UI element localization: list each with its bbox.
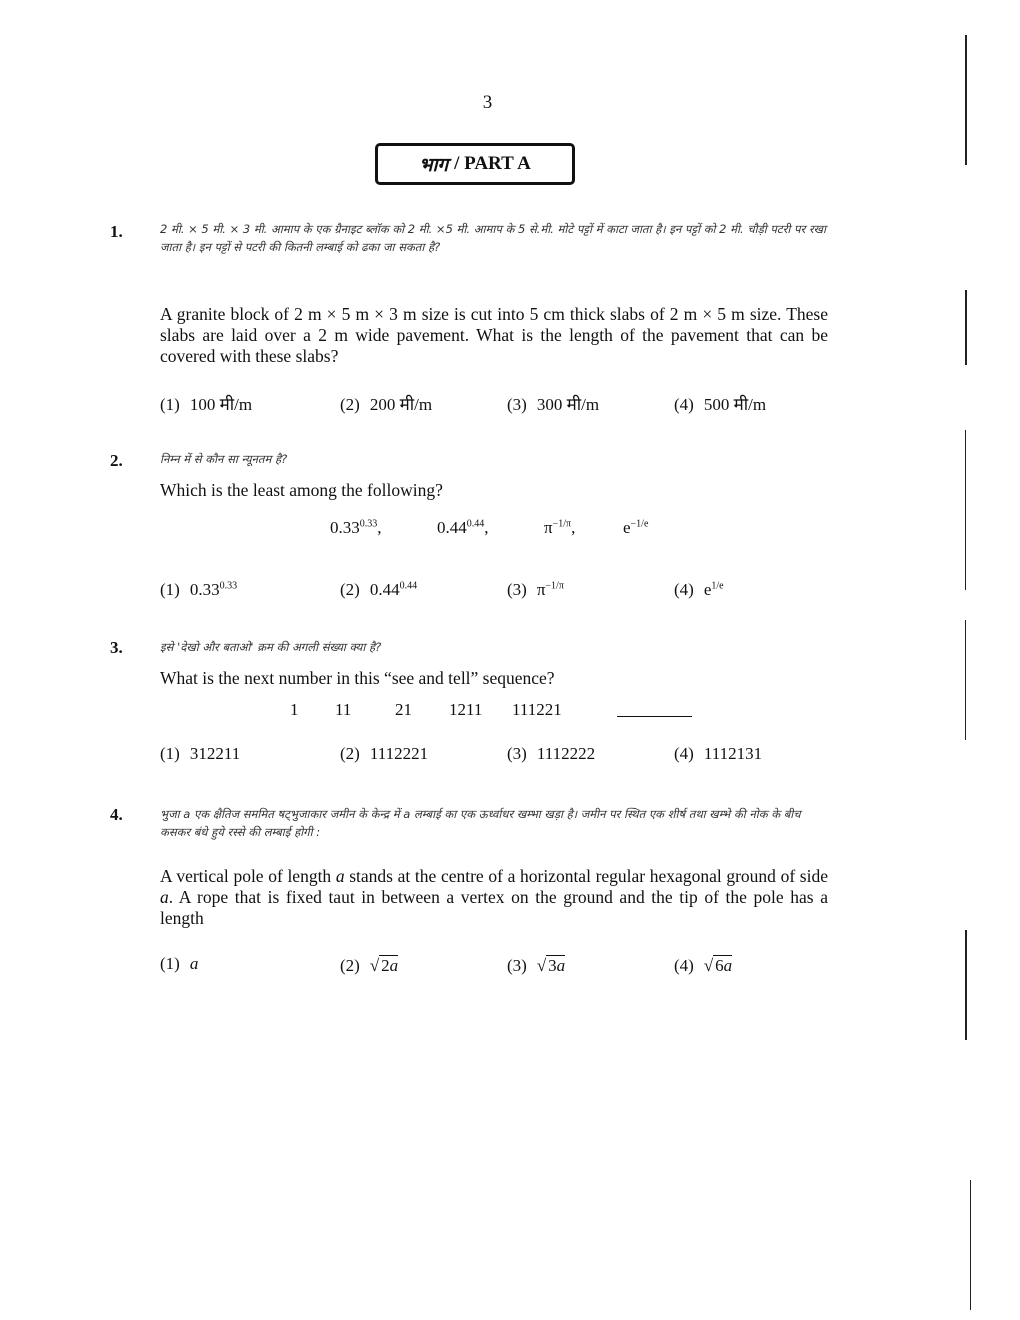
part-title-hindi: भाग xyxy=(419,155,449,176)
expression xyxy=(330,518,382,538)
expression-separator: , xyxy=(377,518,382,537)
expression-separator: , xyxy=(484,518,489,537)
option-number: (4) xyxy=(674,956,694,975)
option-text: 312211 xyxy=(189,744,241,763)
expression-exponent: −1/e xyxy=(630,518,649,530)
option-text: 200 मी/m xyxy=(369,395,433,414)
option-text: 1112221 xyxy=(369,744,429,763)
option xyxy=(507,580,564,600)
question-number: 3. xyxy=(110,638,123,657)
option-number: (4) xyxy=(674,744,694,763)
scan-margin-line xyxy=(970,1180,971,1310)
expression-exponent: 0.33 xyxy=(359,518,378,530)
option xyxy=(160,392,252,415)
option xyxy=(507,956,565,976)
variable: a xyxy=(335,866,345,886)
sequence-term: 1 xyxy=(290,700,299,719)
question-hindi: भुजा a एक क्षैतिज सममित षट्भुजाकार जमीन के केन्द्र में a लम्बाई का एक ऊर्ध्वाधर खम्भा खड़ा है। जमीन पर स्थित एक शीर्ष तथा खम्भे की नोक के बीच कसकर बंधे हुये रस्से की लम्बाई होगी : xyxy=(160,807,801,839)
question-number: 4. xyxy=(110,805,123,824)
scan-margin-line xyxy=(965,620,966,740)
expression-exponent: −1/π xyxy=(552,518,572,530)
variable: a xyxy=(160,887,169,907)
option-variable: a xyxy=(556,956,566,975)
option xyxy=(340,580,417,600)
text-segment: stands at the centre of a horizontal regular hexagonal ground of side xyxy=(344,866,828,886)
expression-exponent: 0.44 xyxy=(466,518,485,530)
text-segment: A vertical pole of length xyxy=(160,866,336,886)
option-number: (1) xyxy=(160,954,180,973)
option xyxy=(340,956,398,976)
option xyxy=(674,580,724,600)
option-number: (2) xyxy=(340,744,360,763)
expression-base: 0.44 xyxy=(437,518,467,537)
question-hindi: 2 मी. × 5 मी. × 3 मी. आमाप के एक ग्रैनाइट ब्लॉक को 2 मी. ×5 मी. आमाप के 5 से.मी. मोटे पट्टों में काटा जाता है। इन पट्टों को 2 मी. चौड़ी पटरी पर रखा जाता है। इन पट्टों से पटरी की कितनी लम्बाई को ढका जा सकता है? xyxy=(160,222,827,254)
scan-margin-line xyxy=(965,290,967,365)
option xyxy=(160,744,240,764)
option xyxy=(160,954,198,974)
question-text: A granite block of 2 m × 5 m × 3 m size is cut into 5 cm thick slabs of 2 m × 5 m size. These slabs are laid over a 2 m wide pavement. What is the length of the pavement that can be covered with these slabs? xyxy=(160,304,828,366)
page-number: 3 xyxy=(482,92,493,113)
sequence-term: 111221 xyxy=(512,700,562,719)
option-number: (4) xyxy=(674,580,694,599)
option-number: (3) xyxy=(507,744,527,763)
option xyxy=(160,580,237,600)
expression-separator: , xyxy=(571,518,576,537)
sequence-term: 21 xyxy=(395,700,412,719)
question-text xyxy=(160,866,828,929)
option-radicand: 2 xyxy=(381,956,390,975)
option-number: (1) xyxy=(160,580,180,599)
option-base: e xyxy=(703,580,712,599)
question-hindi: निम्न में से कौन सा न्यूनतम है? xyxy=(160,452,288,466)
option-variable: a xyxy=(389,956,399,975)
option xyxy=(674,392,766,415)
option-number: (1) xyxy=(160,744,180,763)
option-radicand: 6 xyxy=(715,956,724,975)
sequence-term: 11 xyxy=(335,700,352,719)
option xyxy=(340,392,432,415)
option-number: (2) xyxy=(340,956,360,975)
option-base: 0.33 xyxy=(189,580,220,599)
option-exponent: −1/π xyxy=(545,580,564,592)
option-number: (2) xyxy=(340,395,360,414)
option-exponent: 0.44 xyxy=(399,580,418,592)
question-number: 1. xyxy=(110,222,123,241)
option-number: (2) xyxy=(340,580,360,599)
option-variable: a xyxy=(189,954,199,973)
scan-margin-line xyxy=(965,930,967,1040)
expression-base: π xyxy=(544,518,553,537)
option-number: (4) xyxy=(674,395,694,414)
question-text: Which is the least among the following? xyxy=(160,480,443,500)
option-radicand: 3 xyxy=(548,956,557,975)
expression-base: 0.33 xyxy=(330,518,360,537)
sqrt-radicand-group xyxy=(546,955,565,975)
option-exponent: 0.33 xyxy=(219,580,238,592)
option-number: (1) xyxy=(160,395,180,414)
option-number: (3) xyxy=(507,956,527,975)
option-text: 1112222 xyxy=(536,744,596,763)
expression xyxy=(623,518,648,538)
sqrt-radicand-group xyxy=(713,955,732,975)
option-text: 1112131 xyxy=(703,744,763,763)
question-number: 2. xyxy=(110,451,123,470)
part-title-english: / PART A xyxy=(454,153,531,174)
option-base: π xyxy=(536,580,546,599)
expression xyxy=(437,518,489,538)
sqrt-radicand-group xyxy=(379,955,398,975)
sequence-blank xyxy=(617,702,692,722)
part-title-box xyxy=(375,143,575,185)
expression-base: e xyxy=(623,518,631,537)
sequence-term: 1211 xyxy=(449,700,483,719)
option xyxy=(674,956,732,976)
option xyxy=(340,744,428,764)
sqrt-icon: √ xyxy=(703,956,714,975)
option xyxy=(507,744,595,764)
option-variable: a xyxy=(723,956,733,975)
text-segment: . A rope that is fixed taut in between a vertex on the ground and the tip of the pole has a length xyxy=(160,887,828,928)
question-hindi: इसे 'देखो और बताओ' क्रम की अगली संख्या क्या है? xyxy=(160,640,382,654)
sqrt-icon: √ xyxy=(369,956,380,975)
expression xyxy=(544,518,575,538)
option-text: 300 मी/m xyxy=(536,395,600,414)
sqrt-icon: √ xyxy=(536,956,547,975)
option-base: 0.44 xyxy=(369,580,400,599)
option-text: 500 मी/m xyxy=(703,395,767,414)
option-exponent: 1/e xyxy=(711,580,724,592)
question-text: What is the next number in this “see and tell” sequence? xyxy=(160,668,555,688)
option-text: 100 मी/m xyxy=(189,395,253,414)
scan-margin-line xyxy=(965,430,966,590)
option xyxy=(674,744,762,764)
option-number: (3) xyxy=(507,580,527,599)
option-number: (3) xyxy=(507,395,527,414)
option xyxy=(507,392,599,415)
